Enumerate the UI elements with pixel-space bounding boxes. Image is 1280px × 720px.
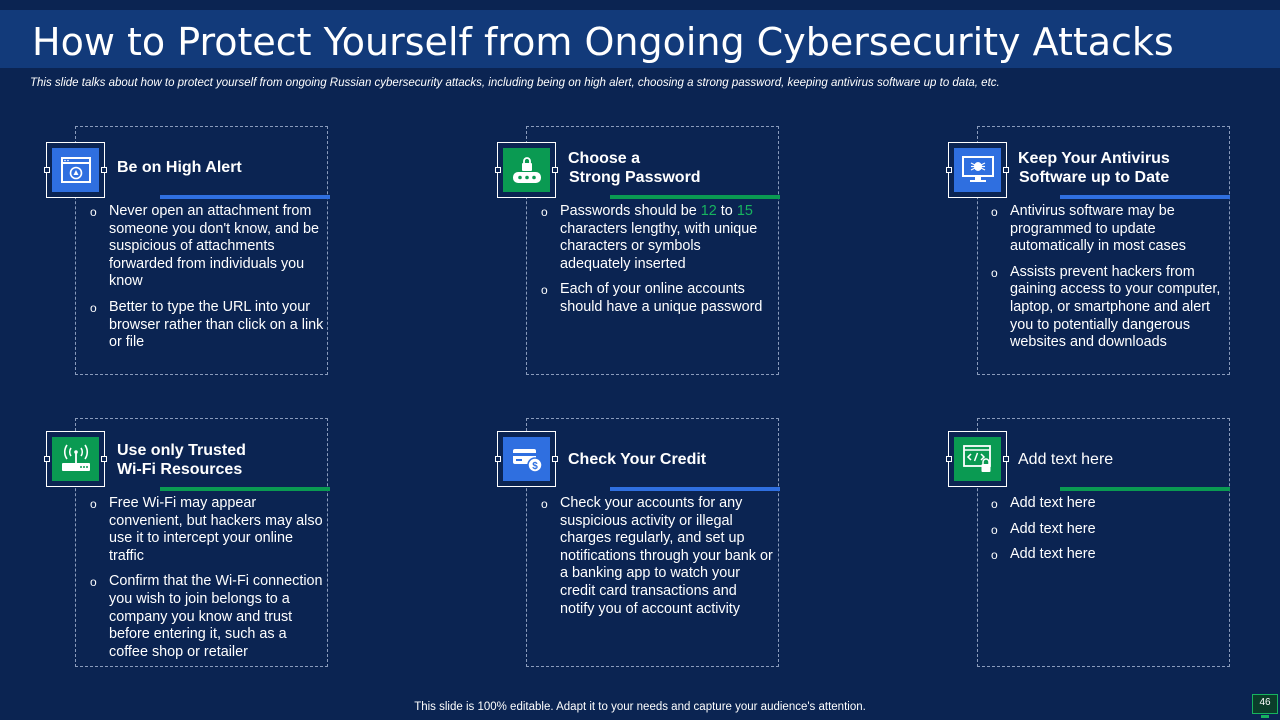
- title-underline: [1060, 195, 1230, 199]
- list-item: o Assists prevent hackers from gaining access to your computer, laptop, or smartphone and alert you to potentially dangerous websites and downloads: [991, 264, 1225, 352]
- wifi-router-icon: [52, 437, 99, 481]
- page-number: 46: [1252, 694, 1278, 714]
- icon-frame: [948, 431, 1007, 487]
- highlight-number: 12: [700, 203, 717, 219]
- monitor-bug-icon: [954, 148, 1001, 192]
- bullet-list: [991, 495, 1225, 572]
- credit-card-dollar-icon: [503, 437, 550, 481]
- list-item: o Check your accounts for any suspicious activity or illegal charges regularly, and set up notifications through your bank or a banking app to watch your credit card transactions and notify you of account activity: [541, 495, 775, 618]
- bullet-list: [991, 203, 1225, 360]
- list-item: o Antivirus software may be programmed to update automatically in most cases: [991, 203, 1225, 256]
- card-title: Add text here: [1018, 451, 1114, 468]
- card-title-line: Wi-Fi Resources: [117, 461, 243, 478]
- icon-frame: [497, 431, 556, 487]
- card-title: Be on High Alert: [117, 159, 242, 176]
- svg-text:$: $: [531, 461, 538, 472]
- slide-title: How to Protect Yourself from Ongoing Cybersecurity Attacks: [32, 20, 1174, 64]
- list-item: o Free Wi-Fi may appear convenient, but hackers may also use it to intercept your online traffic: [90, 495, 324, 565]
- title-underline: [160, 195, 330, 199]
- card-title-line: Strong Password: [569, 169, 701, 186]
- icon-frame: [948, 142, 1007, 198]
- title-underline: [160, 487, 330, 491]
- list-item: o Better to type the URL into your browser rather than click on a link or file: [90, 299, 324, 352]
- card-title-line: Software up to Date: [1019, 169, 1170, 186]
- card-title-line: Use only Trusted: [117, 442, 246, 459]
- icon-frame: [497, 142, 556, 198]
- footer-note: This slide is 100% editable. Adapt it to your needs and capture your audience's attention.: [414, 701, 866, 713]
- icon-frame: [46, 142, 105, 198]
- password-lock-icon: [503, 148, 550, 192]
- card-title: [568, 149, 701, 187]
- bullet-list: [90, 203, 324, 360]
- bullet-list: [541, 203, 775, 325]
- title-underline: [610, 195, 780, 199]
- title-underline: [1060, 487, 1230, 491]
- card-title-line: Keep Your Antivirus: [1018, 150, 1170, 167]
- bullet-list: [90, 495, 324, 669]
- bullet-list: [541, 495, 775, 626]
- title-underline: [610, 487, 780, 491]
- title-bar: [0, 10, 1280, 68]
- card-title: [117, 441, 246, 479]
- browser-alert-icon: [52, 148, 99, 192]
- card-title-line: Choose a: [568, 150, 641, 167]
- list-item: o Each of your online accounts should have a unique password: [541, 281, 775, 316]
- list-item: o Add text here: [991, 546, 1225, 564]
- list-item: o Add text here: [991, 495, 1225, 513]
- list-item: o Confirm that the Wi-Fi connection you wish to join belongs to a company you know and trust before entering it, such as a coffee shop or retailer: [90, 573, 324, 661]
- icon-frame: [46, 431, 105, 487]
- list-item: o Never open an attachment from someone you don't know, and be suspicious of attachments forwarded from individuals you know: [90, 203, 324, 291]
- list-item: o Passwords should be 12 to 15 characters lengthy, with unique characters or symbols adequately inserted: [541, 203, 775, 273]
- list-item: o Add text here: [991, 521, 1225, 539]
- code-lock-icon: [954, 437, 1001, 481]
- card-title: Check Your Credit: [568, 451, 707, 468]
- card-title: [1018, 149, 1170, 187]
- highlight-number: 15: [736, 203, 753, 219]
- slide-subtitle: This slide talks about how to protect yourself from ongoing Russian cybersecurity attacks, including being on high alert, choosing a strong password, keeping antivirus software up to data, etc.: [30, 77, 1000, 89]
